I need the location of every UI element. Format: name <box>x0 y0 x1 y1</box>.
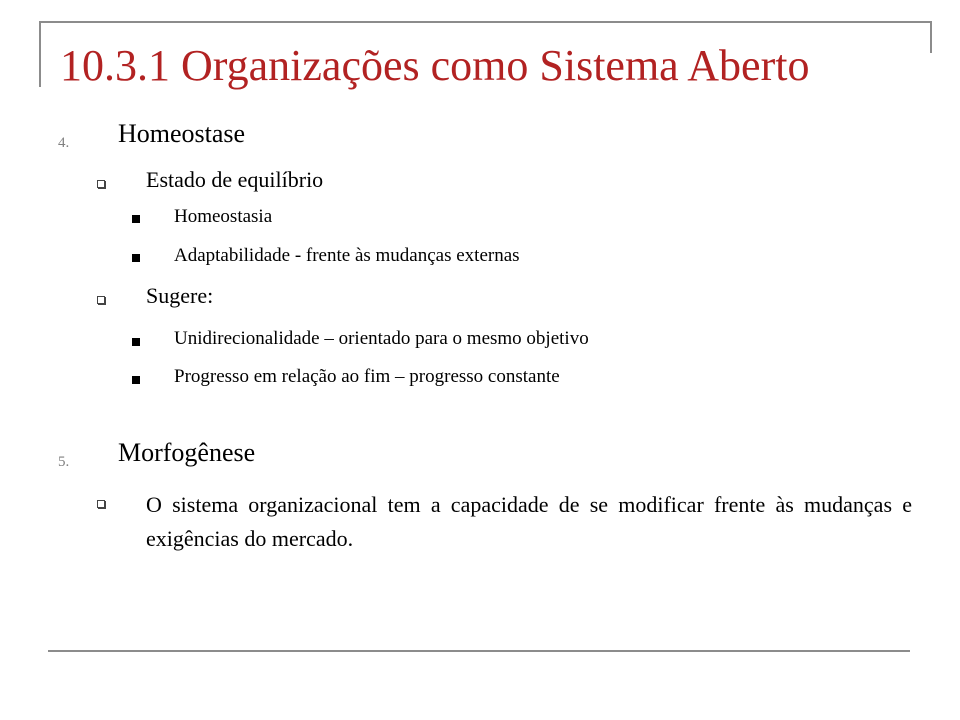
frame-left-rule <box>39 21 41 87</box>
point-unidirecionalidade: Unidirecionalidade – orientado para o mesmo objetivo <box>174 328 589 349</box>
checkbox-bullet-icon <box>97 180 105 188</box>
paragraph-morfogenese: O sistema organizacional tem a capacidade de se modificar frente às mudanças e exigências do mercado. <box>146 492 912 551</box>
point-progresso: Progresso em relação ao fim – progresso constante <box>174 366 560 387</box>
point-homeostasia: Homeostasia <box>174 206 273 227</box>
square-bullet-icon <box>132 376 140 384</box>
heading-homeostase: Homeostase <box>118 119 246 148</box>
frame-top-rule <box>40 21 932 23</box>
item-number-5: 5. <box>58 454 70 470</box>
item-number-4: 4. <box>58 135 70 151</box>
point-adaptabilidade: Adaptabilidade - frente às mudanças externas <box>174 245 520 266</box>
square-bullet-icon <box>132 254 140 262</box>
square-bullet-icon <box>132 338 140 346</box>
square-bullet-icon <box>132 215 140 223</box>
checkbox-bullet-icon <box>97 296 105 304</box>
frame-bottom-rule <box>48 650 910 652</box>
subitem-sugere: Sugere: <box>146 283 214 308</box>
frame-right-rule <box>930 21 932 53</box>
checkbox-bullet-icon <box>97 500 105 508</box>
heading-morfogenese: Morfogênese <box>118 438 256 467</box>
subitem-estado-equilibrio: Estado de equilíbrio <box>146 167 324 192</box>
slide-title: 10.3.1 Organizações como Sistema Aberto <box>60 41 810 90</box>
